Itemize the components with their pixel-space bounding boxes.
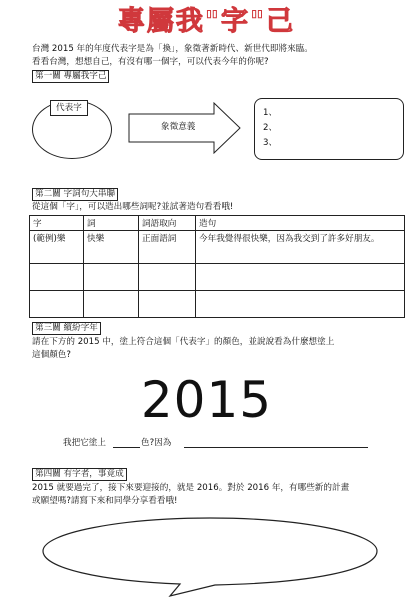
table-header-cell: 詞 [84,216,139,231]
section3-line-1: 請在下方的 2015 中，塗上符合這個「代表字」的顏色，並說說看為什麼想塗上 [32,337,335,347]
section3-heading: 第三關 繽紛字年 [32,322,101,335]
table-cell[interactable] [30,291,84,318]
section2-instruction: 從這個「字」，可以造出哪些詞呢?並試著造句看看哦! [32,202,234,212]
table-cell[interactable]: 快樂 [84,231,139,264]
table-cell[interactable] [84,264,139,291]
table-cell[interactable] [84,291,139,318]
intro-line-1: 台灣 2015 年的年度代表字是為「換」，象徵著新時代、新世代即將來臨。 [32,44,313,54]
table-cell[interactable] [30,264,84,291]
table-cell[interactable] [196,264,405,291]
intro-line-2: 看看台灣，想想自己，有沒有哪一個字，可以代表今年的你呢? [32,57,269,67]
meaning-item-3: 3、 [263,138,278,148]
page-title: 專屬我"字"己 [117,6,296,37]
section1-heading: 第一關 專屬我字己 [32,70,109,83]
table-row [30,231,405,264]
table-cell[interactable] [196,291,405,318]
reason-blank[interactable] [184,447,368,448]
section3-line-2: 這個顏色? [32,350,71,360]
table-row [30,291,405,318]
sentence-table [29,215,405,318]
table-cell[interactable]: 今年我覺得很快樂，因為我交到了許多好朋友。 [196,231,405,264]
table-cell[interactable]: 正面語詞 [139,231,196,264]
meaning-item-2: 2、 [263,123,278,133]
color-blank[interactable] [113,447,140,448]
table-cell[interactable] [139,291,196,318]
table-row [30,264,405,291]
character-label: 代表字 [50,100,88,116]
arrow-label: 象徵意義 [161,122,196,132]
section4-heading: 第四關 有字者，事竟成 [32,468,127,481]
meaning-item-1: 1、 [263,108,278,118]
color-sentence-middle: 色?因為 [141,438,172,448]
table-header-cell: 字 [30,216,84,231]
section4-line-2: 或願望嗎?請寫下來和同學分享看看哦! [32,496,178,506]
color-sentence-prefix: 我把它塗上 [63,438,106,448]
year-coloring-text[interactable]: 2015 [140,371,273,429]
speech-bubble[interactable] [40,515,380,599]
table-header-cell: 詞語取向 [139,216,196,231]
section4-line-1: 2015 就要過完了，接下來要迎接的，就是 2016。對於 2016 年，有哪些新的計畫 [32,483,350,493]
table-header-row [30,216,405,231]
table-cell[interactable]: (範例)樂 [30,231,84,264]
table-header-cell: 造句 [196,216,405,231]
section2-heading: 第二關 字詞句大串聯 [32,188,118,201]
table-cell[interactable] [139,264,196,291]
